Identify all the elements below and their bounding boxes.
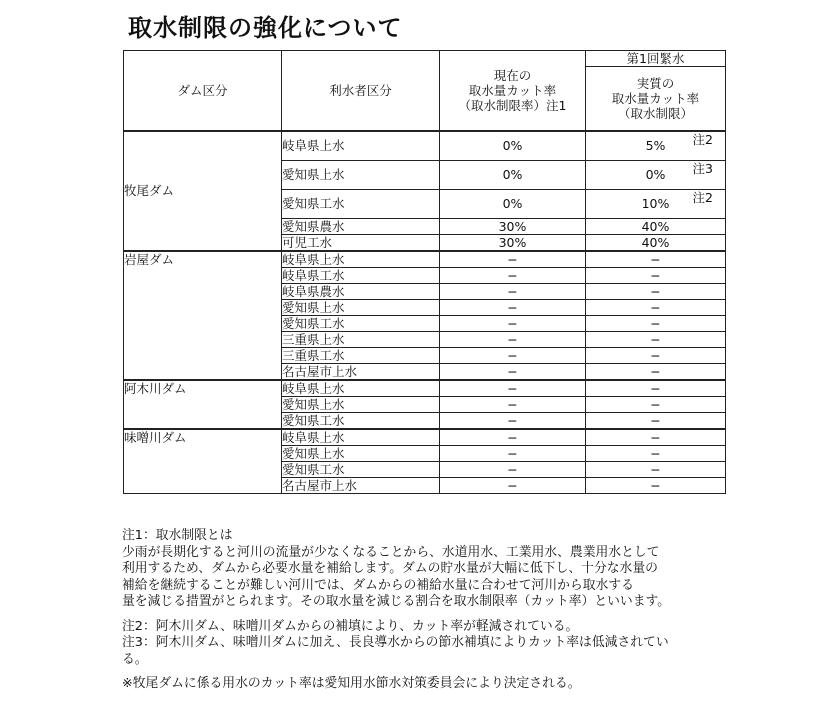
actual-rate-cell [586,445,726,461]
current-rate-cell: 0% [440,131,586,161]
actual-rate-value: − [650,396,661,412]
actual-rate-value: − [650,315,661,331]
footnote-marker: 注2 [692,189,713,205]
header-user: 利水者区分 [282,51,440,131]
actual-rate-value: 40% [641,218,670,234]
user-cell: 愛知県工水 [282,461,440,477]
current-rate-cell: − [440,396,586,412]
current-rate-cell: − [440,251,586,268]
actual-rate-cell [586,131,726,161]
user-cell: 愛知県工水 [282,189,440,218]
note3-line: 注3：阿木川ダム、味噌川ダムに加え、長良導水からの節水補填によりカット率は低減されてい [122,635,669,650]
actual-rate-value: − [650,380,661,396]
actual-rate-value: − [650,477,661,493]
user-cell: 愛知県工水 [282,315,440,331]
page-title: 取水制限の強化について [128,14,403,42]
actual-rate-value: − [650,445,661,461]
current-rate-cell: − [440,380,586,397]
current-rate-cell: − [440,331,586,347]
header-current [440,51,586,131]
footer-note: ※牧尾ダムに係る用水のカット率は愛知用水節水対策委員会により決定される。 [122,676,581,691]
user-cell: 岐阜県工水 [282,267,440,283]
actual-rate-value: − [650,251,661,267]
note1-line: 補給を継続することが難しい河川では、ダムからの補給水量に合わせて河川から取水する [122,577,634,593]
user-cell: 岐阜県農水 [282,283,440,299]
user-cell: 愛知県工水 [282,412,440,429]
dam-name-cell: 牧尾ダム [124,131,282,251]
user-cell: 愛知県上水 [282,160,440,189]
header-dam: ダム区分 [124,51,282,131]
user-cell: 岐阜県上水 [282,380,440,397]
current-rate-cell: − [440,267,586,283]
current-rate-cell: 0% [440,189,586,218]
actual-rate-value: − [650,363,661,379]
actual-rate-cell [586,347,726,363]
user-cell: 愛知県上水 [282,299,440,315]
table-body [124,131,726,494]
footnote-marker: 注3 [692,160,713,176]
actual-rate-cell [586,380,726,397]
current-rate-cell: − [440,315,586,331]
current-rate-cell: − [440,412,586,429]
actual-rate-cell [586,429,726,446]
actual-rate-value: 40% [641,234,670,250]
actual-rate-cell [586,189,726,218]
current-rate-cell: − [440,477,586,493]
current-rate-cell: 0% [440,160,586,189]
actual-rate-value: − [650,267,661,283]
current-rate-cell: − [440,299,586,315]
note1-title: 注1：取水制限とは [122,528,233,543]
actual-rate-cell [586,396,726,412]
dam-name-cell: 味噌川ダム [124,429,282,494]
actual-rate-cell [586,461,726,477]
current-rate-cell: − [440,429,586,446]
actual-rate-value: − [650,299,661,315]
actual-rate-cell [586,315,726,331]
table-row [124,380,726,397]
water-restriction-table [123,50,726,494]
actual-rate-cell [586,331,726,347]
note1-line: 量を減じる措置がとられます。その取水量を減じる割合を取水制限率（カット率）といいます。 [122,594,671,609]
note1-line: 少雨が長期化すると河川の流量が少なくなることから、水道用水、工業用水、農業用水として [122,544,660,560]
actual-rate-cell [586,283,726,299]
header-actual-line1: 実質の [636,75,675,91]
actual-rate-cell [586,267,726,283]
user-cell: 名古屋市上水 [282,363,440,380]
user-cell: 名古屋市上水 [282,477,440,493]
current-rate-cell: − [440,363,586,380]
note2: 注2：阿木川ダム、味噌川ダムからの補填により、カット率が軽減されている。 [122,618,579,634]
user-cell: 岐阜県上水 [282,131,440,161]
current-rate-cell: − [440,347,586,363]
user-cell: 愛知県農水 [282,218,440,234]
user-cell: 愛知県上水 [282,396,440,412]
header-current-line3: （取水制限率）注1 [458,97,567,113]
actual-rate-value: − [650,461,661,477]
header-current-line2: 取水量カット率 [468,82,557,98]
actual-rate-value: − [650,412,661,428]
user-cell: 可児工水 [282,234,440,251]
actual-rate-cell [586,234,726,251]
current-rate-cell: − [440,445,586,461]
actual-rate-cell [586,218,726,234]
header-actual [586,67,726,131]
current-rate-cell: 30% [440,218,586,234]
actual-rate-cell [586,412,726,429]
table-row [124,131,726,161]
current-rate-cell: 30% [440,234,586,251]
current-rate-cell: − [440,461,586,477]
actual-rate-cell [586,160,726,189]
header-group: 第1回緊水 [586,51,726,67]
user-cell: 岐阜県上水 [282,251,440,268]
actual-rate-value: 10% [641,196,670,211]
table-row [124,429,726,446]
actual-rate-cell [586,477,726,493]
dam-name-cell: 岩屋ダム [124,251,282,380]
dam-name-cell: 阿木川ダム [124,380,282,429]
notes-section [122,528,742,693]
current-rate-cell: − [440,283,586,299]
actual-rate-value: − [650,283,661,299]
user-cell: 三重県上水 [282,331,440,347]
actual-rate-value: 0% [645,167,666,182]
header-current-line1: 現在の [493,67,532,83]
actual-rate-value: 5% [645,138,666,153]
actual-rate-cell [586,363,726,380]
table-row [124,251,726,268]
note3-line: る。 [122,651,148,667]
note1-line: 利用するため、ダムから必要水量を補給します。ダムの貯水量が大幅に低下し、十分な水量の [122,561,658,576]
actual-rate-value: − [650,429,661,445]
header-actual-line3: （取水制限） [617,105,693,121]
user-cell: 愛知県上水 [282,445,440,461]
actual-rate-value: − [650,331,661,347]
user-cell: 岐阜県上水 [282,429,440,446]
actual-rate-cell [586,299,726,315]
header-actual-line2: 取水量カット率 [611,90,700,106]
actual-rate-value: − [650,347,661,363]
footnote-marker: 注2 [692,131,713,147]
user-cell: 三重県工水 [282,347,440,363]
actual-rate-cell [586,251,726,268]
